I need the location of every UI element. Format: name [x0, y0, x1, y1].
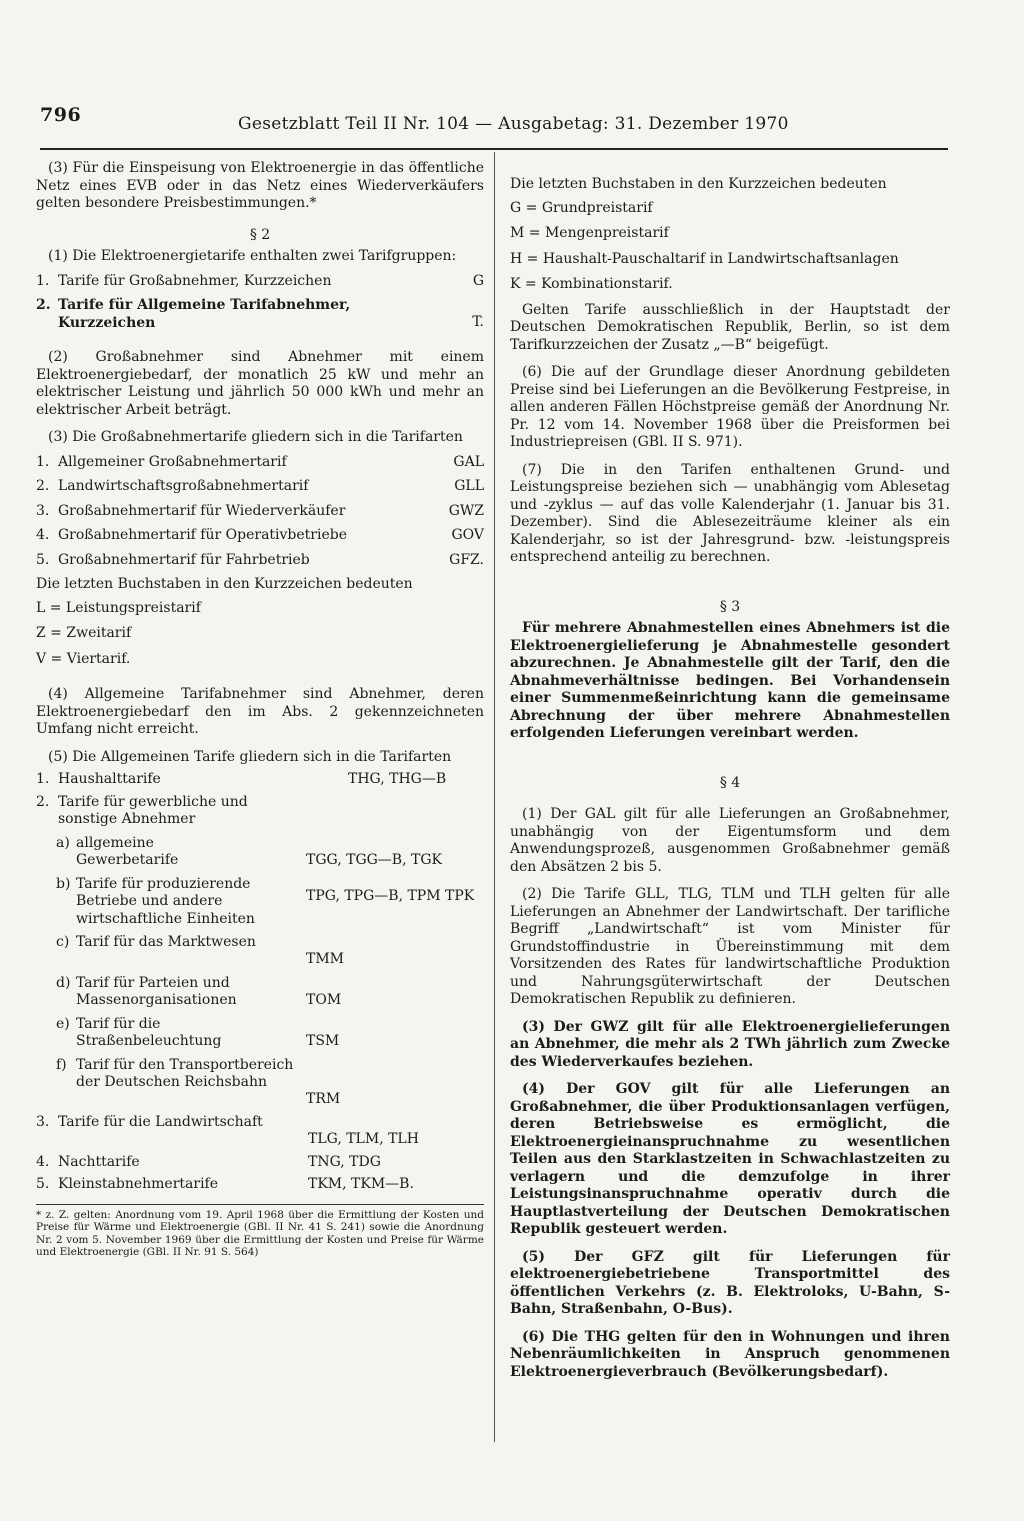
paragraph-3: Für mehrere Abnahmestellen eines Abnehmers ist die Elektroenergielieferung je Abnahmestelle gesondert abzurechnen. Je Abnahmestelle gilt der Tarif, den die Abnahmeverhältnisse bedingen. Bei Vorhandensein einer Summenmeßeinrichtung kann die gemeinsame Abrechnung der über mehrere Abnahmestellen erfolgenden Lieferungen vereinbart werden. [510, 620, 950, 741]
page-number: 796 [40, 104, 82, 126]
item-number: 3. [36, 502, 50, 519]
item-number: 1. [36, 272, 50, 289]
item-label: Landwirtschaftsgroßabnehmertarif [58, 478, 309, 494]
legend-entry: H = Haushalt-Pauschaltarif in Landwirtschaftsanlagen [510, 250, 899, 267]
item-code: TOM [306, 991, 342, 1008]
item-number: 4. [36, 1153, 50, 1170]
item-code: TGG, TGG—B, TGK [306, 851, 442, 868]
gazette-title: Gesetzblatt Teil II Nr. 104 — Ausgabetag: 31. Dezember 1970 [238, 114, 789, 134]
section-heading-2: § 2 [249, 226, 271, 243]
item-number: 5. [36, 551, 50, 568]
item-code: G [472, 272, 484, 289]
paragraph-2-2: (2) Großabnehmer sind Abnehmer mit einem Elektroenergiebedarf, der monatlich 25 kW und mehr an elektrischer Leistung und jährlich 50 000 kWh und mehr an elektrischer Arbeit beträgt. [36, 349, 484, 418]
paragraph-4-5: (5) Der GFZ gilt für Lieferungen für elektroenergiebetriebene Transportmittel des öffentlichen Verkehrs (z. B. Elektroloks, U-Bahn, S-Bahn, Straßenbahn, O-Bus). [510, 1248, 950, 1317]
item-code: TLG, TLM, TLH [308, 1131, 419, 1147]
paragraph-2-3: (3) Die Großabnehmertarife gliedern sich in die Tarifarten [48, 429, 463, 445]
item-code: GFZ. [449, 551, 484, 568]
legend-entry: L = Leistungspreistarif [36, 599, 201, 616]
item-label: Tarife für Großabnehmer, Kurzzeichen [58, 272, 332, 289]
paragraph-4-4: (4) Der GOV gilt für alle Lieferungen an Großabnehmer, die über Produktionsanlagen verfügen, deren Betriebsweise es ermöglicht, die Elektroenergieinanspruchnahme zu wesentlichen Teilen aus den Starklastzeiten in Schwachlastzeiten zu verlagern und die demzufolge in ihrer Leistungsinanspruchnahme operativ durch die Hauptlastverteilung der Deutschen Demokratischen Republik gesteuert werden. [510, 1081, 950, 1237]
list-item [56, 835, 484, 870]
header-rule [40, 148, 948, 150]
item-number: 1. [36, 771, 50, 787]
list-item [36, 297, 484, 332]
item-letter: c) [56, 934, 70, 950]
paragraph-4-1: (1) Der GAL gilt für alle Lieferungen an Großabnehmer, unabhängig von der Eigentumsform und dem Anwendungsprozeß, ausgenommen Großabnehmer gemäß den Absätzen 2 bis 5. [510, 806, 950, 875]
item-label: Tarife für produzierende Betriebe und andere wirtschaftliche Einheiten [76, 875, 255, 927]
item-letter: b) [56, 875, 71, 892]
footnote: * z. Z. gelten: Anordnung vom 19. April 1968 über die Ermittlung der Kosten und Preise für Wärme und Elektroenergie (GBl. II Nr. 41 S. 241) sowie die Anordnung Nr. 2 vom 5. November 1969 über die Ermittlung der Kosten und Preise für Wärme und Elektroenergie (GBl. II Nr. 91 S. 564) [36, 1204, 484, 1259]
list-item [36, 794, 484, 829]
large-consumer-tariff-list [36, 454, 484, 570]
item-code: TNG, TDG [308, 1153, 381, 1170]
item-label: Tarife für die Landwirtschaft [58, 1114, 263, 1130]
paragraph-4-6: (6) Die THG gelten für den in Wohnungen und ihren Nebenräumlichkeiten in Anspruch genommenen Elektroenergieverbrauch (Bevölkerungsbedarf). [510, 1328, 950, 1380]
list-item [56, 1016, 484, 1051]
right-column [510, 176, 950, 1381]
general-tariff-list [36, 771, 484, 1194]
item-code: THG, THG—B [348, 771, 447, 787]
legend-entry: Z = Zweitarif [36, 625, 132, 641]
paragraph-2-1: (1) Die Elektroenergietarife enthalten zwei Tarifgruppen: [48, 248, 457, 264]
item-code: TRM [306, 1090, 341, 1107]
paragraph-4-2: (2) Die Tarife GLL, TLG, TLM und TLH gelten für alle Lieferungen an Abnehmer der Landwirtschaft. Der tarifliche Begriff „Landwirtschaft“ ist vom Minister für Grundstoffindustrie in Übereinstimmung mit dem Vorsitzenden des Rates für landwirtschaftliche Produktion und Nahrungsgüterwirtschaft der Deutschen Demokratischen Republik zu definieren. [510, 886, 950, 1007]
list-item [36, 552, 484, 570]
list-item [36, 454, 484, 472]
item-number: 2. [36, 297, 51, 313]
item-letter: e) [56, 1015, 70, 1032]
paragraph-1-6: (6) Die auf der Grundlage dieser Anordnung gebildeten Preise sind bei Lieferungen an die Bevölkerung Festpreise, in allen anderen Fällen Höchstpreise gemäß der Anordnung Nr. Pr. 12 vom 14. November 1968 über die Preisformen bei Industriepreisen (GBl. II S. 971). [510, 364, 950, 450]
legend-entry: M = Mengenpreistarif [510, 225, 669, 241]
item-label: Allgemeiner Großabnehmertarif [58, 453, 287, 470]
left-column [36, 160, 484, 1259]
item-letter: a) [56, 834, 70, 851]
item-code: GWZ [448, 502, 484, 519]
item-label: Nachttarife [58, 1153, 140, 1170]
legend-entry: G = Grundpreistarif [510, 199, 653, 216]
item-label: Tarif für den Transportbereich der Deutschen Reichsbahn [76, 1056, 294, 1090]
list-item [36, 1176, 484, 1194]
item-number: 2. [36, 478, 50, 494]
item-code: TMM [306, 951, 345, 967]
paragraph-1-7: (7) Die in den Tarifen enthaltenen Grund- und Leistungspreise beziehen sich — unabhängig vom Ablesetag und -zyklus — auf das volle Kalenderjahr (1. Januar bis 31. Dezember). Sind die Ablesezeiträume kleiner als ein Kalenderjahr, so ist der Jahresgrund- bzw. -leistungspreis entsprechend anteilig zu berechnen. [510, 461, 950, 565]
item-code: GAL [453, 453, 484, 470]
item-label: Großabnehmertarif für Wiederverkäufer [58, 502, 346, 519]
item-code: TKM, TKM—B. [308, 1176, 414, 1192]
item-label: Haushalttarife [58, 771, 161, 787]
legend-entry: V = Viertarif. [36, 650, 131, 667]
item-number: 5. [36, 1176, 50, 1192]
list-item [36, 1114, 484, 1149]
item-label: Tarif für Parteien und Massenorganisationen [76, 974, 237, 1008]
item-label: Tarife für gewerbliche und sonstige Abnehmer [58, 793, 248, 827]
page-header [40, 104, 948, 144]
item-number: 4. [36, 527, 50, 543]
item-label: Tarif für die Straßenbeleuchtung [76, 1015, 222, 1049]
item-number: 2. [36, 793, 50, 810]
paragraph-2-4: (4) Allgemeine Tarifabnehmer sind Abnehmer, deren Elektroenergiebedarf den im Abs. 2 gekennzeichneten Umfang nicht erreicht. [36, 686, 484, 737]
list-item [36, 771, 484, 789]
list-item [36, 527, 484, 545]
column-divider [494, 152, 495, 1442]
list-item [36, 478, 484, 496]
item-code: T. [472, 314, 484, 330]
item-code: TSM [306, 1032, 340, 1049]
list-item [36, 503, 484, 521]
tariff-group-list [36, 273, 484, 333]
list-item [36, 273, 484, 291]
list-item [56, 1057, 484, 1109]
section-heading-4: § 4 [719, 774, 741, 791]
paragraph-berlin: Gelten Tarife ausschließlich in der Hauptstadt der Deutschen Demokratischen Republik, Berlin, so ist dem Tarifkurzzeichen der Zusatz „—B“ beigefügt. [510, 301, 950, 353]
section-heading-3: § 3 [719, 598, 741, 615]
item-label: Großabnehmertarif für Operativbetriebe [58, 527, 348, 543]
item-label: Tarif für das Marktwesen [76, 934, 256, 950]
item-code: GOV [451, 527, 484, 543]
paragraph-2-5: (5) Die Allgemeinen Tarife gliedern sich in die Tarifarten [48, 748, 452, 765]
list-item [56, 975, 484, 1010]
commercial-sub-list [36, 835, 484, 1109]
legend-intro: Die letzten Buchstaben in den Kurzzeichen bedeuten [36, 576, 413, 592]
list-item [36, 1154, 484, 1172]
item-code: GLL [454, 478, 484, 494]
legend-intro: Die letzten Buchstaben in den Kurzzeichen bedeuten [510, 176, 887, 192]
legend-entry: K = Kombinationstarif. [510, 276, 673, 292]
item-letter: d) [56, 974, 71, 991]
list-item [56, 934, 484, 969]
paragraph-1-3: (3) Für die Einspeisung von Elektroenergie in das öffentliche Netz eines EVB oder in das Netz eines Wiederverkäufers gelten besondere Preisbestimmungen.* [36, 160, 484, 211]
item-number: 1. [36, 453, 50, 470]
list-item [56, 876, 484, 929]
item-label: Kleinstabnehmertarife [58, 1176, 219, 1192]
item-letter: f) [56, 1056, 67, 1073]
item-label: Großabnehmertarif für Fahrbetrieb [58, 551, 310, 568]
item-label: Tarife für Allgemeine Tarifabnehmer, Kurzzeichen [58, 297, 351, 331]
item-label: allgemeine Gewerbetarife [76, 834, 179, 868]
item-code: TPG, TPG—B, TPM TPK [306, 887, 475, 904]
paragraph-4-3: (3) Der GWZ gilt für alle Elektroenergielieferungen an Abnehmer, die mehr als 2 TWh jährlich zum Zwecke des Wiederverkaufes beziehen. [510, 1018, 950, 1070]
item-number: 3. [36, 1114, 50, 1130]
